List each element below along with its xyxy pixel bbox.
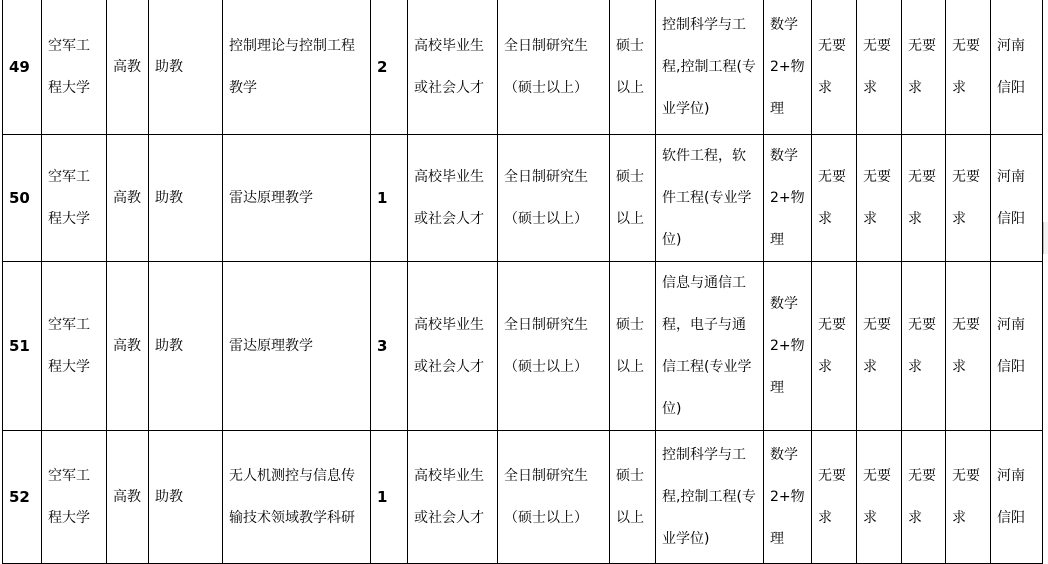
degree-cell: 硕士以上 [610,134,656,261]
row-number: 50 [3,134,42,261]
requirement-cell: 无要求 [812,0,857,134]
source-cell: 高校毕业生或社会人才 [408,134,498,261]
degree-cell: 硕士以上 [610,261,656,430]
requirement-cell: 无要求 [902,134,946,261]
education-form-cell: 全日制研究生（硕士以上） [498,134,610,261]
location-cell: 河南信阳 [991,261,1043,430]
table-row [3,261,1043,430]
requirement-cell: 无要求 [812,261,857,430]
education-form-cell: 全日制研究生（硕士以上） [498,430,610,563]
subjects-cell: 数学2+物理 [764,430,812,563]
majors-cell: 控制科学与工程,控制工程(专业学位) [656,0,764,134]
unit-cell: 空军工程大学 [42,0,107,134]
requirement-cell: 无要求 [902,261,946,430]
degree-cell: 硕士以上 [610,430,656,563]
requirement-cell: 无要求 [857,261,902,430]
position-cell: 助教 [149,261,223,430]
category-cell: 高教 [107,134,149,261]
unit-cell: 空军工程大学 [42,430,107,563]
requirement-cell: 无要求 [812,430,857,563]
row-number: 52 [3,430,42,563]
requirement-cell: 无要求 [902,0,946,134]
education-form-cell: 全日制研究生（硕士以上） [498,261,610,430]
table-row [3,0,1043,134]
table-row [3,134,1043,261]
degree-cell: 硕士以上 [610,0,656,134]
category-cell: 高教 [107,0,149,134]
position-cell: 助教 [149,0,223,134]
unit-cell: 空军工程大学 [42,261,107,430]
position-cell: 助教 [149,430,223,563]
count-cell: 3 [371,261,408,430]
requirement-cell: 无要求 [857,134,902,261]
major-field-cell: 雷达原理教学 [223,261,371,430]
category-cell: 高教 [107,430,149,563]
requirement-cell: 无要求 [902,430,946,563]
row-number: 49 [3,0,42,134]
location-cell: 河南信阳 [991,430,1043,563]
count-cell: 1 [371,134,408,261]
count-cell: 2 [371,0,408,134]
source-cell: 高校毕业生或社会人才 [408,430,498,563]
category-cell: 高教 [107,261,149,430]
scrollbar-edge[interactable] [1043,222,1048,254]
education-form-cell: 全日制研究生（硕士以上） [498,0,610,134]
location-cell: 河南信阳 [991,134,1043,261]
location-cell: 河南信阳 [991,0,1043,134]
requirement-cell: 无要求 [946,134,991,261]
subjects-cell: 数学2+物理 [764,134,812,261]
requirement-cell: 无要求 [857,430,902,563]
row-number: 51 [3,261,42,430]
majors-cell: 控制科学与工程,控制工程(专业学位) [656,430,764,563]
subjects-cell: 数学2+物理 [764,0,812,134]
source-cell: 高校毕业生或社会人才 [408,261,498,430]
source-cell: 高校毕业生或社会人才 [408,0,498,134]
majors-cell: 软件工程，软件工程(专业学位) [656,134,764,261]
count-cell: 1 [371,430,408,563]
majors-cell: 信息与通信工程，电子与通信工程(专业学位) [656,261,764,430]
requirement-cell: 无要求 [857,0,902,134]
major-field-cell: 控制理论与控制工程教学 [223,0,371,134]
unit-cell: 空军工程大学 [42,134,107,261]
recruitment-table [2,0,1043,564]
requirement-cell: 无要求 [812,134,857,261]
table-row [3,430,1043,563]
position-cell: 助教 [149,134,223,261]
requirement-cell: 无要求 [946,430,991,563]
subjects-cell: 数学2+物理 [764,261,812,430]
requirement-cell: 无要求 [946,261,991,430]
requirement-cell: 无要求 [946,0,991,134]
major-field-cell: 无人机测控与信息传输技术领域教学科研 [223,430,371,563]
major-field-cell: 雷达原理教学 [223,134,371,261]
